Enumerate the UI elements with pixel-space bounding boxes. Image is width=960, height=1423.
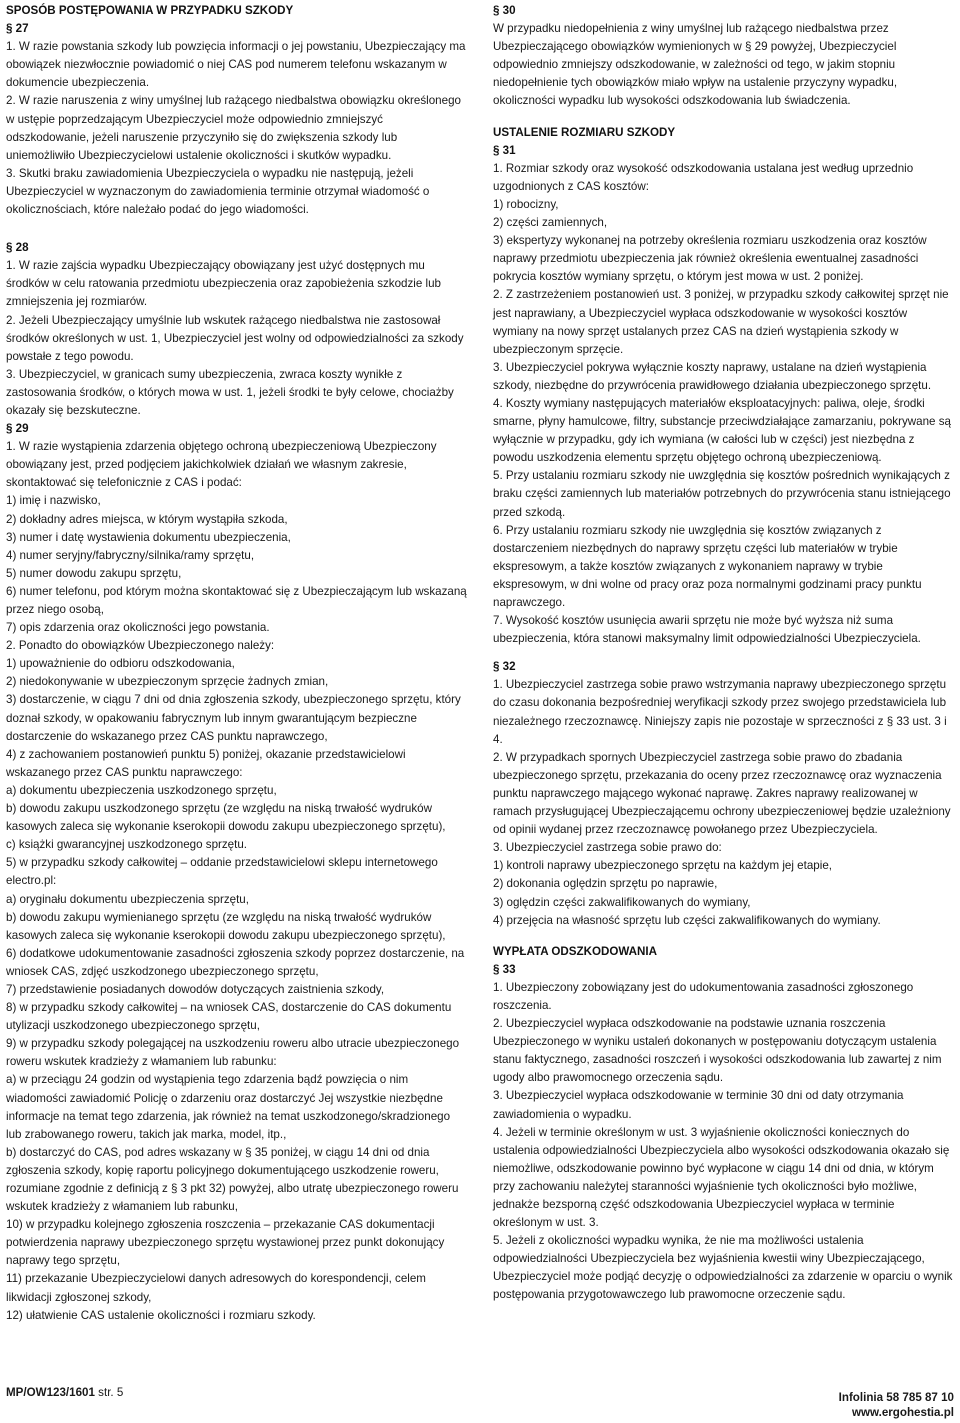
s33-item: 3. Ubezpieczyciel wypłaca odszkodowanie w terminie 30 dni od daty otrzymania zawiadomienia o wypadku. [493, 1089, 904, 1121]
s31-item: 3) ekspertyzy wykonanej na potrzeby określenia rozmiaru uszkodzenia oraz kosztów naprawy przedmiotu ubezpieczenia jak również określenia ewentualnej zasadności pokrycia kosztów wymiany sprzętu, o którym jest mowa w ust. 2 poniżej. [493, 234, 927, 284]
page-number: str. 5 [98, 1386, 124, 1399]
s29-item: 7) przedstawienie posiadanych dowodów dotyczących zaistnienia szkody, [6, 982, 385, 996]
s29-item: b) dowodu zakupu uszkodzonego sprzętu (ze względu na niską trwałość wydruków kasowych zaleca się wykonanie kserokopii dowodu zakupu ubezpieczonego sprzętu), [6, 802, 446, 834]
s29-item: a) w przeciągu 24 godzin od wystąpienia tego zdarzenia bądź powzięcia o nim wiadomości zawiadomić Policję o zdarzeniu oraz dostarczyć Jej wszystkie niezbędne informacje na temat tego zdarzenia, jak również na temat uszkodzonego/skradzionego lub zrabowanego roweru, takich jak marka, model, itp., [6, 1073, 451, 1141]
s31-item: 2) części zamiennych, [493, 216, 608, 230]
s31-item: 6. Przy ustalaniu rozmiaru szkody nie uwzględnia się kosztów związanych z dostarczeniem niezbędnych do naprawy sprzętu części lub materiałów w trybie ekspresowym, a także kosztów związanych z wykonaniem naprawy w trybie ekspresowym, w dni wolne od pracy oraz poza normalnymi godzinami pracy punktu naprawczego. [493, 523, 922, 609]
s27-item: 1. W razie powstania szkody lub powzięcia informacji o jej powstaniu, Ubezpieczający ma obowiązek niezwłocznie powiadomić o niej CAS pod numerem telefonu wskazanym w dokumencie ubezpieczenia. [6, 40, 466, 90]
hotline-number: Infolinia 58 785 87 10 [838, 1391, 954, 1404]
s29-item: 6) dodatkowe udokumentowanie zasadności zgłoszenia szkody poprzez dostarczenie, na wniosek CAS, zdjęć uszkodzonego ubezpieczonego sprzętu, [6, 946, 465, 978]
s29-item: 9) w przypadku szkody polegającej na uszkodzeniu roweru albo utracie ubezpieczonego roweru wskutek kradzieży z włamaniem lub rabunku: [6, 1037, 460, 1069]
section-title-claim-procedure: SPOSÓB POSTĘPOWANIA W PRZYPADKU SZKODY [6, 4, 294, 17]
s28-item: 1. W razie zajścia wypadku Ubezpieczający obowiązany jest użyć dostępnych mu środków w celu ratowania przedmiotu ubezpieczenia oraz zapobieżenia szkodzie lub zmniejszenia jej rozmiarów. [6, 259, 442, 309]
s31-item: 3. Ubezpieczyciel pokrywa wyłącznie koszty naprawy, ustalane na dzień wystąpienia szkody, niezbędne do przywrócenia prawidłowego działania ubezpieczonego sprzętu. [493, 360, 932, 392]
s29-item: 3) numer i datę wystawienia dokumentu ubezpieczenia, [6, 530, 291, 544]
s32-item: 1. Ubezpieczyciel zastrzega sobie prawo wstrzymania naprawy ubezpieczonego sprzętu do czasu dokonania bezpośredniej weryfikacji szkody przez swojego przedstawiciela lub niezależnego rzeczoznawcę. Niniejszy zapis nie pozostaje w sprzeczności z § 33 ust. 3 i 4. [493, 678, 947, 746]
s29-item: 6) numer telefonu, pod którym można skontaktować się z Ubezpieczającym lub wskazaną przez niego osobą, [6, 584, 467, 616]
s32-item: 2) dokonania oględzin sprzętu po naprawie, [493, 877, 718, 891]
s29-item: 4) z zachowaniem postanowień punktu 5) poniżej, okazanie przedstawicielowi wskazanego przez CAS punktu naprawczego: [6, 747, 406, 779]
s31-item: 7. Wysokość kosztów usunięcia awarii sprzętu nie może być wyższa niż suma ubezpieczenia, która stanowi maksymalny limit odpowiedzialności Ubezpieczyciela. [493, 614, 921, 646]
s33-item: 2. Ubezpieczyciel wypłaca odszkodowanie na podstawie uznania roszczenia Ubezpieczonego w wyniku ustaleń dokonanych w postępowaniu dotyczącym ustalenia stanu faktycznego, zasadności roszczeń i wysokości odszkodowania lub zawartej z nim ugody albo prawomocnego orzeczenia sądu. [493, 1017, 942, 1085]
s29-item: a) oryginału dokumentu ubezpieczenia sprzętu, [6, 892, 249, 906]
s31-item: 1. Rozmiar szkody oraz wysokość odszkodowania ustalana jest według uprzednio uzgodnionych z CAS kosztów: [493, 161, 914, 193]
footer-doc-code [6, 1385, 123, 1400]
s29-item: 4) numer seryjny/fabryczny/silnika/ramy sprzętu, [6, 548, 255, 562]
s32-item: 1) kontroli naprawy ubezpieczonego sprzętu na każdym jej etapie, [493, 859, 832, 873]
right-column [493, 2, 955, 1305]
s29-item: b) dowodu zakupu wymienianego sprzętu (ze względu na niską trwałość wydruków kasowych zaleca się wykonanie kserokopii dowodu zakupu ubezpieczonego sprzętu), [6, 910, 446, 942]
s27-item: 2. W razie naruszenia z winy umyślnej lub rażącego niedbalstwa obowiązku określonego w ustępie poprzedzającym Ubezpieczyciel może odpowiednio zmniejszyć odszkodowanie, jeżeli naruszenie przyczyniło się do zwiększenia szkody lub uniemożliwiło Ubezpieczycielowi ustalenie okoliczności i skutków wypadku. [6, 94, 461, 162]
s33-item: 4. Jeżeli w terminie określonym w ust. 3 wyjaśnienie okoliczności koniecznych do ustalenia odpowiedzialności Ubezpieczyciela albo wysokości odszkodowania okazało się niemożliwe, odszkodowanie powinno być wypłacone w ciągu 14 dni od dnia, w którym przy zachowaniu należytej staranności wyjaśnienie tych okoliczności było możliwe, jednakże bezsporną część odszkodowania Ubezpieczyciel wypłaca w terminie określonym w ust. 3. [493, 1125, 950, 1230]
paragraph-29-heading: § 29 [6, 422, 29, 436]
s29-item: 8) w przypadku szkody całkowitej – na wniosek CAS, dostarczenie do CAS dokumentu utylizacji uszkodzonego ubezpieczonego sprzętu, [6, 1001, 452, 1033]
s32-item: 3) oględzin części zakwalifikowanych do wymiany, [493, 895, 751, 909]
s29-item: 3) dostarczenie, w ciągu 7 dni od dnia zgłoszenia szkody, ubezpieczonego sprzętu, który doznał szkody, w opakowaniu fabrycznym lub innym gwarantującym bezpieczne dostarczenie do wskazanego przez CAS punktu naprawczego, [6, 693, 461, 743]
s32-item: 3. Ubezpieczyciel zastrzega sobie prawo do: [493, 841, 722, 855]
s29-item: 1. W razie wystąpienia zdarzenia objętego ochroną ubezpieczeniową Ubezpieczony obowiązany jest, przed podjęciem jakichkolwiek działań we własnym zakresie, skontaktować się telefonicznie z CAS i podać: [6, 440, 437, 490]
s29-item: 2) dokładny adres miejsca, w którym wystąpiła szkoda, [6, 512, 288, 526]
s27-item: 3. Skutki braku zawiadomienia Ubezpieczyciela o wypadku nie następują, jeżeli Ubezpieczyciel w wyznaczonym do zawiadomienia terminie otrzymał wiadomość o okolicznościach, które należało podać do jego wiadomości. [6, 166, 430, 217]
footer-contact [839, 1390, 954, 1420]
section-title-payment: WYPŁATA ODSZKODOWANIA [493, 944, 658, 958]
s29-item: c) książki gwarancyjnej uszkodzonego sprzętu. [6, 838, 248, 852]
s32-item: 4) przejęcia na własność sprzętu lub części zakwalifikowanych do wymiany. [493, 913, 881, 927]
paragraph-31-heading: § 31 [493, 143, 516, 157]
s29-item: 2) niedokonywanie w ubezpieczonym sprzęcie żadnych zmian, [6, 675, 329, 689]
s29-item: 10) w przypadku kolejnego zgłoszenia roszczenia – przekazanie CAS dokumentacji potwierdzenia naprawy ubezpieczonego sprzętu wystawionej przez punkt dokonujący naprawy tego sprzętu, [6, 1218, 445, 1268]
s30-text: W przypadku niedopełnienia z winy umyślnej lub rażącego niedbalstwa przez Ubezpieczającego obowiązków wymienionych w § 29 powyżej, Ubezpieczyciel odpowiednio zmniejszy odszkodowanie, w zależności od tego, w jakim stopniu niedopełnienie tych obowiązków miało wpływ na ustalenie przyczyny wypadku, okoliczności wypadku lub wysokości odszkodowania lub świadczenia. [493, 22, 898, 108]
s28-item: 2. Jeżeli Ubezpieczający umyślnie lub wskutek rażącego niedbalstwa nie zastosował środków określonych w ust. 1, Ubezpieczyciel jest wolny od odpowiedzialności za szkody powstałe z tego powodu. [6, 313, 464, 363]
s29-item: 5) w przypadku szkody całkowitej – oddanie przedstawicielowi sklepu internetowego electro.pl: [6, 856, 438, 888]
s31-item: 1) robocizny, [493, 197, 559, 211]
paragraph-33-heading: § 33 [493, 962, 516, 976]
s29-item: 1) imię i nazwisko, [6, 494, 101, 508]
left-column [6, 2, 468, 1325]
s31-item: 2. Z zastrzeżeniem postanowień ust. 3 poniżej, w przypadku szkody całkowitej sprzęt nie jest naprawiany, a Ubezpieczyciel wypłaca odszkodowanie w wysokości kosztów wymiany na nowy sprzęt ustalanych przez CAS na dzień wystąpienia szkody w ubezpieczonym sprzęcie. [493, 288, 949, 356]
s29-item: 7) opis zdarzenia oraz okoliczności jego powstania. [6, 621, 270, 635]
section-title-damage-assessment: USTALENIE ROZMIARU SZKODY [493, 125, 676, 139]
s29-item: 5) numer dowodu zakupu sprzętu, [6, 566, 182, 580]
doc-code: MP/OW123/1601 [6, 1386, 95, 1399]
s33-item: 5. Jeżeli z okoliczności wypadku wynika, że nie ma możliwości ustalenia odpowiedzialności Ubezpieczyciela bez wyjaśnienia kwestii winy Ubezpieczającego, Ubezpieczyciel może podjąć decyzję o odpowiedzialności za zdarzenie w oparciu o wynik postępowania przygotowawczego lub prawomocne orzeczenie sądu. [493, 1234, 953, 1302]
paragraph-27-heading: § 27 [6, 22, 29, 36]
s29-list [6, 438, 468, 1325]
s29-item: 2. Ponadto do obowiązków Ubezpieczonego należy: [6, 639, 275, 653]
s29-item: b) dostarczyć do CAS, pod adres wskazany w § 35 poniżej, w ciągu 14 dni od dnia zgłoszenia szkody, kopię raportu policyjnego dokumentującego uszkodzenie roweru, rozumiane zgodnie z definicją z § 3 pkt 32) powyżej, albo utratę ubezpieczonego roweru wskutek kradzieży z włamaniem lub rabunku, [6, 1145, 459, 1214]
s29-item: 11) przekazanie Ubezpieczycielowi danych adresowych do korespondencji, celem likwidacji zgłoszonej szkody, [6, 1272, 426, 1304]
s31-item: 5. Przy ustalaniu rozmiaru szkody nie uwzględnia się kosztów pośrednich wynikających z braku części zamiennych lub materiałów potrzebnych do przywrócenia stanu istniejącego przed szkodą. [493, 469, 951, 519]
s29-item: a) dokumentu ubezpieczenia uszkodzonego sprzętu, [6, 783, 277, 797]
s29-item: 1) upoważnienie do odbioru odszkodowania, [6, 657, 235, 671]
s31-item: 4. Koszty wymiany następujących materiałów eksploatacyjnych: paliwa, oleje, środki smarne, płyny hamulcowe, filtry, substancje przeciwdziałające zamarzaniu, pokrywane są wyłącznie w przypadku, gdy ich wymiana (w całości lub w części) jest niezbędna z powodu uszkodzenia elementu sprzętu objętego ochroną ubezpieczeniową. [493, 396, 951, 465]
website-link[interactable]: www.ergohestia.pl [852, 1406, 954, 1419]
s33-item: 1. Ubezpieczony zobowiązany jest do udokumentowania zasadności zgłoszonego roszczenia. [493, 980, 914, 1012]
paragraph-28-heading: § 28 [6, 241, 29, 255]
paragraph-30-heading: § 30 [493, 4, 516, 17]
s29-item: 12) ułatwienie CAS ustalenie okoliczności i rozmiaru szkody. [6, 1308, 316, 1322]
s32-item: 2. W przypadkach spornych Ubezpieczyciel zastrzega sobie prawo do zbadania ubezpieczonego sprzętu, przekazania do oceny przez rzeczoznawcę oraz wyznaczenia punktu naprawczego mającego wykonać naprawę. Zakres naprawy realizowanej w ramach przysługującej Ubezpieczającemu ochrony ubezpieczeniowej będzie uzależniony od opinii wydanej przez rzeczoznawcę powołanego przez Ubezpieczyciela. [493, 750, 951, 837]
paragraph-32-heading: § 32 [493, 660, 516, 674]
s28-item: 3. Ubezpieczyciel, w granicach sumy ubezpieczenia, zwraca koszty wynikłe z zastosowania środków, o których mowa w ust. 1, jeżeli środki te były celowe, chociażby okazały się bezskuteczne. [6, 367, 454, 417]
